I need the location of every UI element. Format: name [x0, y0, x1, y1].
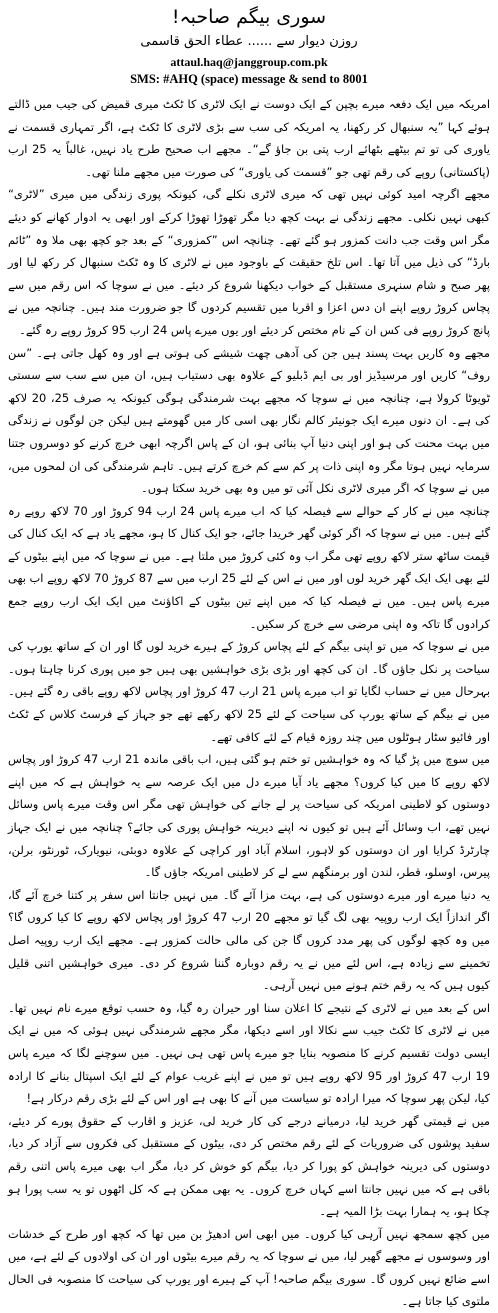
author-email: attaul.haq@janggroup.com.pk: [170, 55, 328, 69]
body-paragraph: امریکہ میں ایک دفعہ میرے بچپن کے ایک دوست نے ایک لاٹری کا ٹکٹ میری قمیض کی جیب میں ڈالتے ہوئے کہا ”یہ سنبھال کر رکھنا، یہ امریکہ کی سب سے بڑی لاٹری کا ٹکٹ ہے، اگر تمہاری قسمت نے یاوری کی تو تم بیٹھے بٹھائے ارب پتی بن جاؤ گے“۔ مجھے اب صحیح طرح یاد نہیں، غالباً یہ 25 ارب (پاکستانی) روپے کی رقم تھی جو ”قسمت کی یاوری“ کی صورت میں مجھے ملنا تھی۔: [8, 97, 490, 179]
article-title: سوری بیگم صاحبہ!: [171, 6, 327, 28]
body-paragraph: چنانچہ میں نے کار کے حوالے سے فیصلہ کیا کہ اب میرے پاس 24 ارب 94 کروڑ اور 70 لاکھ روپے رہ گئے ہیں۔ میں نے سوچا کہ اگر کوئی گھر خریدا جائے، جو ایک کنال کا ہو، مجھے یاد ہے کہ ایک کنال کی قیمت ساٹھ ستر لاکھ روپے تھی مگر اب وہ کئی کروڑ میں ملتا ہے۔ میں نے سوچا کہ میں اپنے بیٹوں کے لئے بھی ایک ایک گھر خرید لوں اور میں نے اس کے لئے 25 ارب میں سے 87 کروڑ 70 لاکھ روپے اب بھی میرے پاس ہیں۔ میں نے فیصلہ کیا کہ میں اپنے تین بیٹوں کے اکاؤنٹ میں ایک ایک ارب روپے جمع کرادوں گا تاکہ وہ اپنی مرضی سے خرچ کر سکیں۔: [8, 503, 491, 631]
body-paragraph: اس کے بعد میں نے لاٹری کے نتیجے کا اعلان سنا اور حیران رہ گیا، وہ حسب توقع میرے نام نہیں تھا۔ میں نے لاٹری کا ٹکٹ جیب سے نکالا اور اسے دیکھا، مگر مجھے شرمندگی نہیں ہوئی کہ میں نے ایک ایسی دولت تقسیم کرنے کا منصوبہ بنایا جو میرے پاس تھی ہی نہیں۔ میں سوچنے لگا کہ میرے پاس 19 ارب 47 کروڑ اور 95 لاکھ روپے ہیں تو میں نے اپنے غریب عوام کے لئے ایک اسپتال بنانے کا ارادہ کیا، لیکن پھر سوچا کہ میرا ارادہ تو سیاست میں آنے کا بھی ہے اور اس کے لئے بڑی رقم درکار ہے!: [8, 1000, 490, 1106]
body-paragraph: میں نے سوچا کہ میں تو اپنی بیگم کے لئے پچاس کروڑ کے ہیرے خرید لوں گا اور ان کے ساتھ یورپ کی سیاحت پر نکل جاؤں گا۔ ان کی کچھ اور بڑی بڑی خواہشیں بھی ہیں جو میں پوری کرنا چاہتا ہوں۔ بہرحال میں نے حساب لگایا تو اب میرے پاس 21 ارب 47 کروڑ اور پچاس لاکھ روپے باقی رہ گئے ہیں۔ میں نے بیگم کے ساتھ یورپ کی سیاحت کے لئے 25 لاکھ رکھے تھے جو جہاز کے فرسٹ کلاس کے ٹکٹ اور فائیو سٹار ہوٹلوں میں چند روزہ قیام کے لئے کافی تھے۔: [8, 639, 490, 744]
body-paragraph: میں نے قیمتی گھر خرید لیا، درمیانے درجے کی کار خرید لی، عزیز و اقارب کے حقوق پورے کر دیئے، سفید پوشوں کی ضروریات کے لئے رقم مختص کر دی، بیٹوں کے مستقبل کی فکروں سے آزاد کر دیا، دوستوں کی دیرینہ خواہش کو پورا کر دیا، بیگم کو خوش کر دیا، مگر اب بھی میرے پاس اتنی رقم باقی ہے کہ میں نہیں جانتا اسے کہاں خرچ کروں۔ یہ بھی ممکن ہے کہ کل اٹھوں تو یہ سب پورا ہو چکا ہو، یہ ہمارا بہت بڑا المیہ ہے۔: [8, 1113, 490, 1219]
sms-line: SMS: #AHQ (space) message & send to 8001: [130, 72, 368, 86]
article-byline: روزن دیوار سے ...... عطاء الحق قاسمی: [140, 34, 358, 49]
body-paragraph: مجھے وہ کاریں بہت پسند ہیں جن کی آدھی چھت شیشے کی ہوتی ہے اور وہ کھل جاتی ہے۔ ”سن روف“ کاریں اور مرسیڈیز اور بی ایم ڈبلیو کے علاوہ بھی دستیاب ہیں، ان میں سے سب سے سستی ٹویوٹا کرولا ہے، چنانچہ میں نے سوچا کہ مجھے بہت شرمندگی ہوگی کیونکہ یہ صرف 25، 20 لاکھ کی ہے۔ ان دنوں میرے ایک جونیئر کالم نگار بھی اسی کار میں گھومتے ہیں لیکن جن لوگوں نے زندگی میں بہت محنت کی ہو اور اپنی دنیا آپ بنائی ہو، ان کے پاس اگرچہ ابھی خرچ کرنے کو دوسروں جتنا سرمایہ نہیں ہوتا مگر وہ اپنی ذات پر کم سے کم خرچ کرتے ہیں۔ تاہم شرمندگی کی ان لمحوں میں، میں نے سوچا کہ اگر میری لاٹری نکل آئی تو میں وہ بھی خرید سکتا ہوں۔: [8, 345, 490, 496]
article-body: [8, 93, 490, 1313]
body-paragraph: مجھے اگرچہ امید کوئی نہیں تھی کہ میری لاٹری نکلے گی، کیونکہ پوری زندگی میں میری ”لاٹری“ کبھی نہیں نکلی۔ مجھے زندگی نے بہت کچھ دیا مگر تھوڑا تھوڑا کرکے اور ابھی یہ ادوار کھانے کو دیئے مگر اس وقت جب دانت کمزور ہو گئے تھے۔ چنانچہ اس ”کمزوری“ کے بعد جو کچھ بھی ملا وہ ”ٹائم بارڈ“ کی ذیل میں آتا تھا۔ اس تلخ حقیقت کے باوجود میں نے لاٹری کا وہ ٹکٹ سنبھال کر رکھ لیا اور پھر صبح و شام سنہری مستقبل کے خواب دیکھنا شروع کر دیئے۔ میں نے سوچا کہ اس رقم میں سے پچاس کروڑ روپے اپنے ان دس اعزا و اقربا میں تقسیم کردوں گا جو ضرورت مند ہیں۔ چنانچہ میں نے پانچ کروڑ روپے فی کس ان کے نام مختص کر دیئے اور یوں میرے پاس 24 ارب 95 کروڑ روپے رہ گئے۔: [8, 187, 490, 337]
body-paragraph: میں کچھ سمجھ نہیں آرہی کیا کروں۔ میں ابھی اس ادھیڑ بن میں تھا کہ کچھ اور طرح کے خدشات اور وسوسوں نے مجھے گھیر لیا، میں نے سوچا کہ یہ رقم میرے بیٹوں اور ان کی اولادوں کے لئے ہے، میں اسے ضائع نہیں کروں گا۔ سوری بیگم صاحبہ! آپ کے ہیرے اور یورپ کی سیاحت کا منصوبہ فی الحال ملتوی کیا جاتا ہے۔: [8, 1226, 490, 1309]
body-paragraph: یہ دنیا میرے اور میرے دوستوں کی ہے، بہت مزا آئے گا۔ میں نہیں جانتا اس سفر پر کتنا خرچ آئے گا، اگر اندازاً ایک ارب روپیہ بھی لگ گیا تو مجھے 20 ارب 47 کروڑ اور پچاس لاکھ روپے کا کیا کروں گا؟ میں وہ کچھ لوگوں کی پھر مدد کروں گا جن کی مالی حالت کمزور ہے۔ مجھے ایک ارب روپیہ اصل تخمینے سے زیادہ ہے، اس لئے میں نے یہ رقم دوبارہ گننا شروع کر دی۔ میری خواہشیں اتنی قلیل کیوں ہیں کہ یہ رقم ختم ہونے میں نہیں آرہی۔: [8, 887, 490, 993]
body-paragraph: میں سوچ میں پڑ گیا کہ وہ خواہشیں تو ختم ہو گئی ہیں، اب باقی ماندہ 21 ارب 47 کروڑ اور پچاس لاکھ روپے کا میں کیا کروں؟ مجھے یاد آیا میرے دل میں ایک عرصہ سے یہ خواہش ہے کہ میں اپنے دوستوں کو لاطینی امریکہ کی سیاحت پر لے جانے کی خواہش تھی مگر اس وقت میرے پاس وسائل نہیں تھے، اب وسائل آئے ہیں تو کیوں نہ اپنے دیرینہ خواہش پوری کی جائے؟ چنانچہ میں نے ایک جہاز چارٹرڈ کرایا اور ان دوستوں کو لاہور، اسلام آباد اور کراچی کے علاوہ دوبئی، نیویارک، ٹورنٹو، برلن، پیرس، اوسلو، قطر، لندن اور برمنگھم سے لے کر لاطینی امریکہ جاؤں گا۔: [8, 752, 491, 880]
